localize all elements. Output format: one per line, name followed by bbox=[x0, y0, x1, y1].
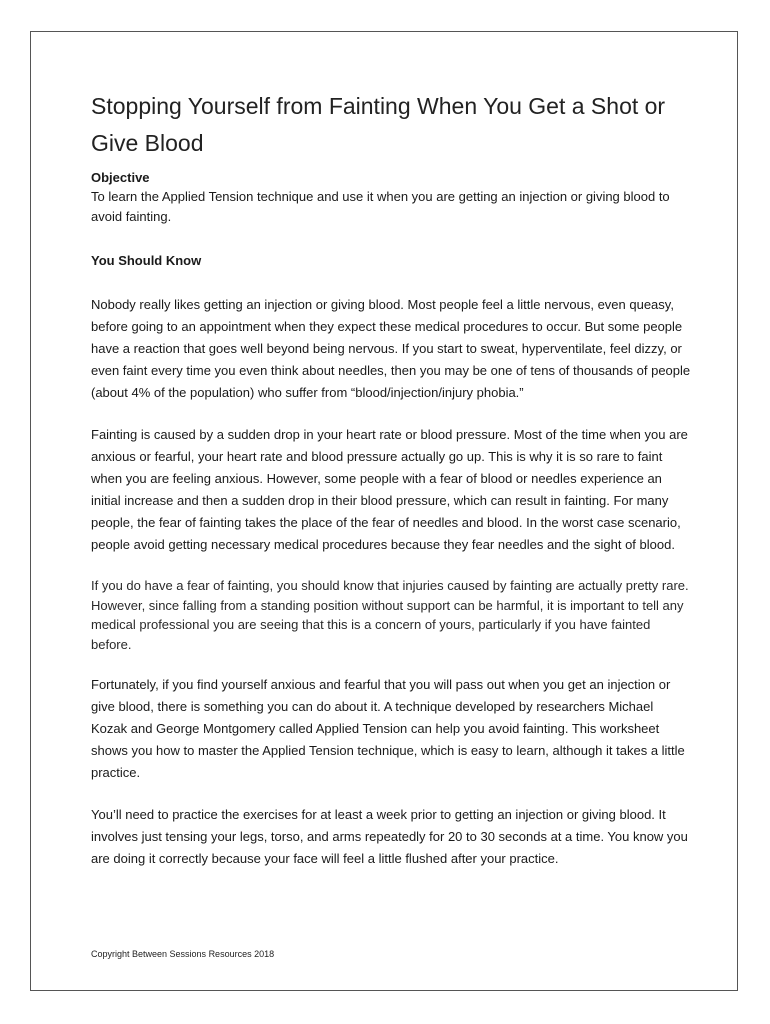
you-should-know-heading: You Should Know bbox=[91, 253, 202, 268]
section-spacer bbox=[91, 270, 691, 294]
copyright-footer: Copyright Between Sessions Resources 2018 bbox=[91, 949, 275, 959]
document-content bbox=[91, 88, 691, 870]
document-page bbox=[30, 31, 738, 991]
document-title: Stopping Yourself from Fainting When You Get a Shot or Give Blood bbox=[91, 93, 666, 156]
paragraph-intro: Nobody really likes getting an injection or giving blood. Most people feel a little nervous, even queasy, before going to an appointment when they expect these medical procedures to occur. But some people have a reaction that goes well beyond being nervous. If you start to sweat, hyperventilate, feel dizzy, or even faint every time you even think about needles, then you may be one of tens of thousands of people (about 4% of the population) who suffer from “blood/injection/injury phobia.” bbox=[91, 297, 691, 400]
paragraph-applied-tension: Fortunately, if you find yourself anxious and fearful that you will pass out when you get an injection or give blood, there is something you can do about it. A technique developed by researchers Michael Kozak and George Montgomery called Applied Tension can help you avoid fainting. This worksheet shows you how to master the Applied Tension technique, which is easy to learn, although it takes a little practice. bbox=[91, 677, 685, 780]
paragraph-spacer bbox=[91, 404, 691, 424]
paragraph-fainting-cause: Fainting is caused by a sudden drop in your heart rate or blood pressure. Most of the time when you are anxious or fearful, your heart rate and blood pressure actually go up. This is why it is so rare to faint when you are feeling anxious. However, some people with a fear of blood or needles experience an initial increase and then a sudden drop in their blood pressure, which can result in fainting. For many people, the fear of fainting takes the place of the fear of needles and blood. In the worst case scenario, people avoid getting necessary medical procedures because they fear needles and the sight of blood. bbox=[91, 427, 688, 552]
objective-text: To learn the Applied Tension technique and use it when you are getting an injection or giving blood to avoid fainting. bbox=[91, 189, 670, 224]
paragraph-practice: You’ll need to practice the exercises for at least a week prior to getting an injection or giving blood. It involves just tensing your legs, torso, and arms repeatedly for 20 to 30 seconds at a time. You know you are doing it correctly because your face will feel a little flushed after your practice. bbox=[91, 807, 688, 866]
objective-heading: Objective bbox=[91, 170, 150, 185]
paragraph-fear-of-fainting: If you do have a fear of fainting, you should know that injuries caused by fainting are actually pretty rare. However, since falling from a standing position without support can be harmful, it is important to tell any medical professional you are seeing that this is a concern of yours, particularly if you have fainted before. bbox=[91, 578, 689, 652]
paragraph-spacer bbox=[91, 654, 691, 674]
paragraph-spacer bbox=[91, 556, 691, 576]
paragraph-spacer bbox=[91, 784, 691, 804]
section-spacer bbox=[91, 227, 691, 251]
